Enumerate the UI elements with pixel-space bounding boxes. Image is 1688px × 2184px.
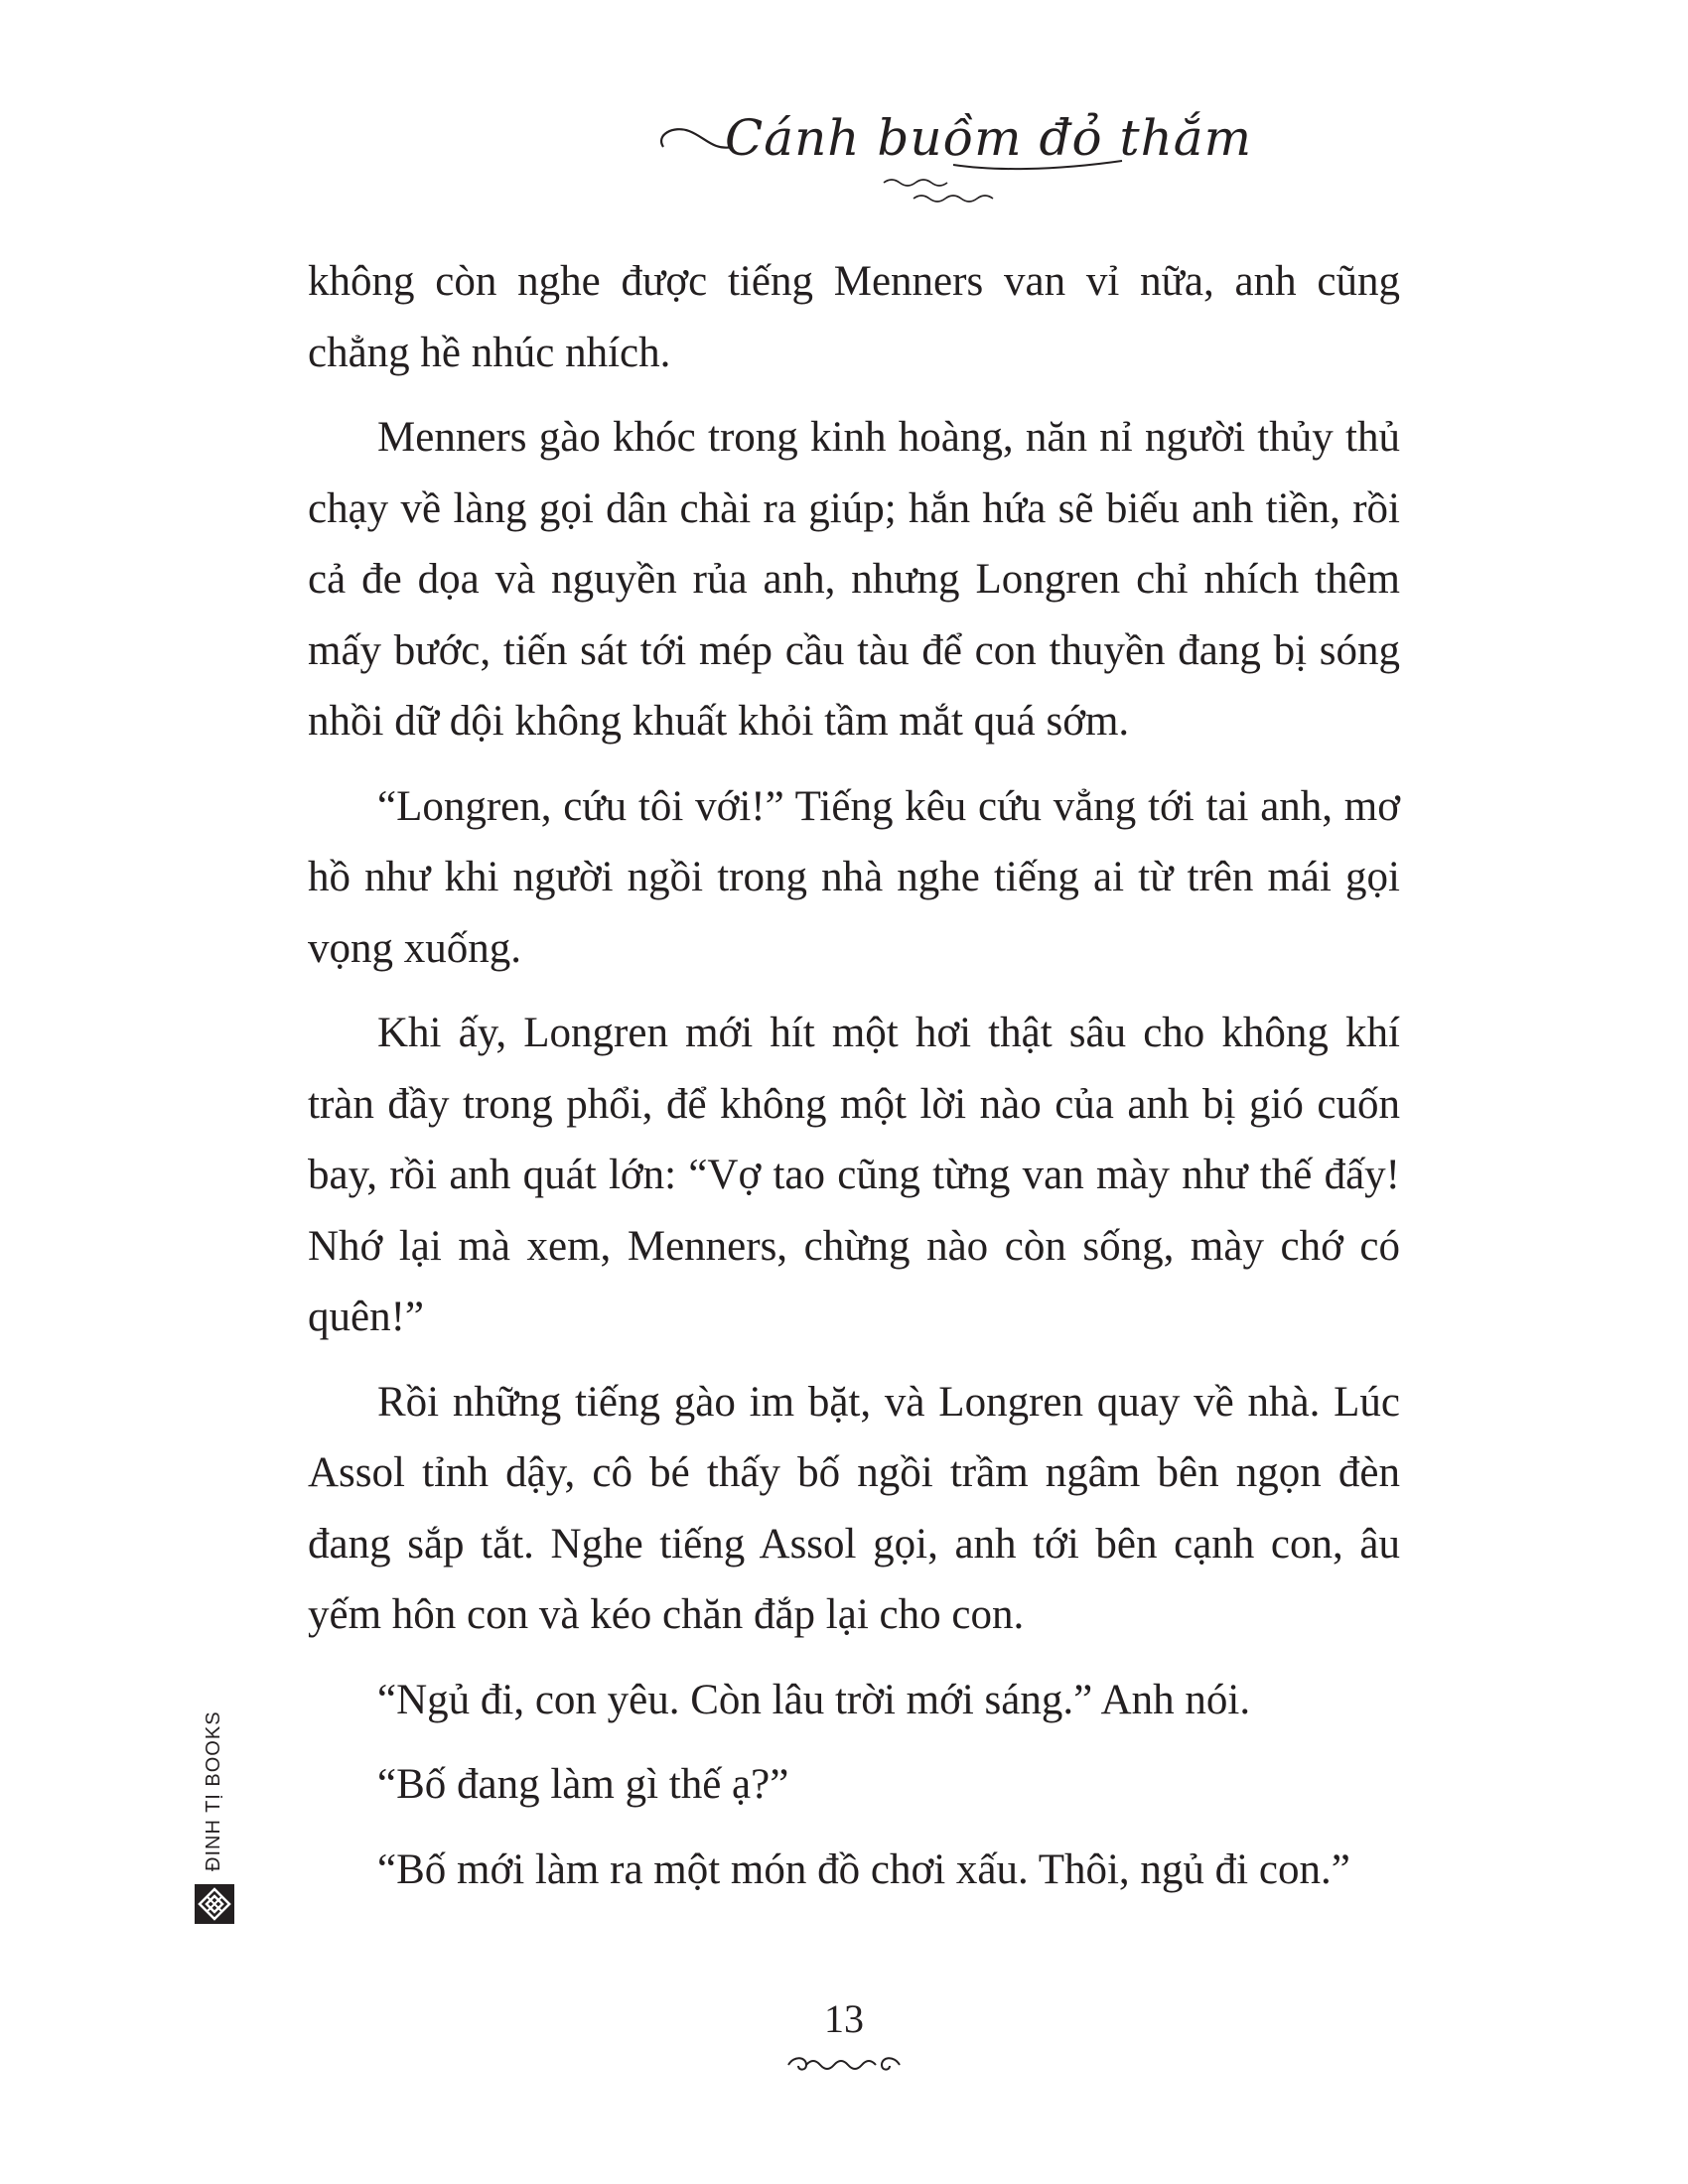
paragraph: “Ngủ đi, con yêu. Còn lâu trời mới sáng.” Anh nói.: [377, 1676, 1251, 1723]
paragraph: “Longren, cứu tôi với!” Tiếng kêu cứu vẳng tới tai anh, mơ hồ như khi người ngồi trong nhà nghe tiếng ai từ trên mái gọi vọng xuống.: [308, 782, 1400, 972]
publisher-name: ĐINH TỊ BOOKS: [203, 1710, 224, 1871]
paragraph: không còn nghe được tiếng Menners van vỉ nữa, anh cũng chẳng hề nhúc nhích.: [308, 258, 1400, 376]
body-text: [308, 246, 1400, 1919]
paragraph: Khi ấy, Longren mới hít một hơi thật sâu cho không khí tràn đầy trong phổi, để không một lời nào của anh bị gió cuốn bay, rồi anh quát lớn: “Vợ tao cũng từng van mày như thế đấy! Nhớ lại mà xem, Menners, chừng nào còn sống, mày chớ có quên!”: [308, 1010, 1400, 1340]
running-header-title: Cánh buồm đỏ thắm: [725, 109, 1252, 167]
diamond-knot-logo-icon: [194, 1883, 235, 1925]
paragraph: Menners gào khóc trong kinh hoàng, năn nỉ người thủy thủ chạy về làng gọi dân chài ra giúp; hắn hứa sẽ biếu anh tiền, rồi cả đe dọa và nguyền rủa anh, nhưng Longren chỉ nhích thêm mấy bước, tiến sát tới mép cầu tàu để con thuyền đang bị sóng nhồi dữ dội không khuất khỏi tầm mắt quá sớm.: [308, 414, 1400, 745]
paragraph: “Bố đang làm gì thế ạ?”: [377, 1761, 789, 1808]
page-number: 13: [824, 1996, 864, 2041]
paragraph: “Bố mới làm ra một món đồ chơi xấu. Thôi, ngủ đi con.”: [377, 1845, 1350, 1893]
running-header: [655, 107, 1252, 216]
publisher-mark: [194, 1710, 235, 1941]
paragraph: Rồi những tiếng gào im bặt, và Longren quay về nhà. Lúc Assol tỉnh dậy, cô bé thấy bố ngồi trầm ngâm bên ngọn đèn đang sắp tắt. Nghe tiếng Assol gọi, anh tới bên cạnh con, âu yếm hôn con và kéo chăn đắp lại cho con.: [308, 1378, 1400, 1638]
scroll-flourish-icon: [784, 2053, 904, 2075]
